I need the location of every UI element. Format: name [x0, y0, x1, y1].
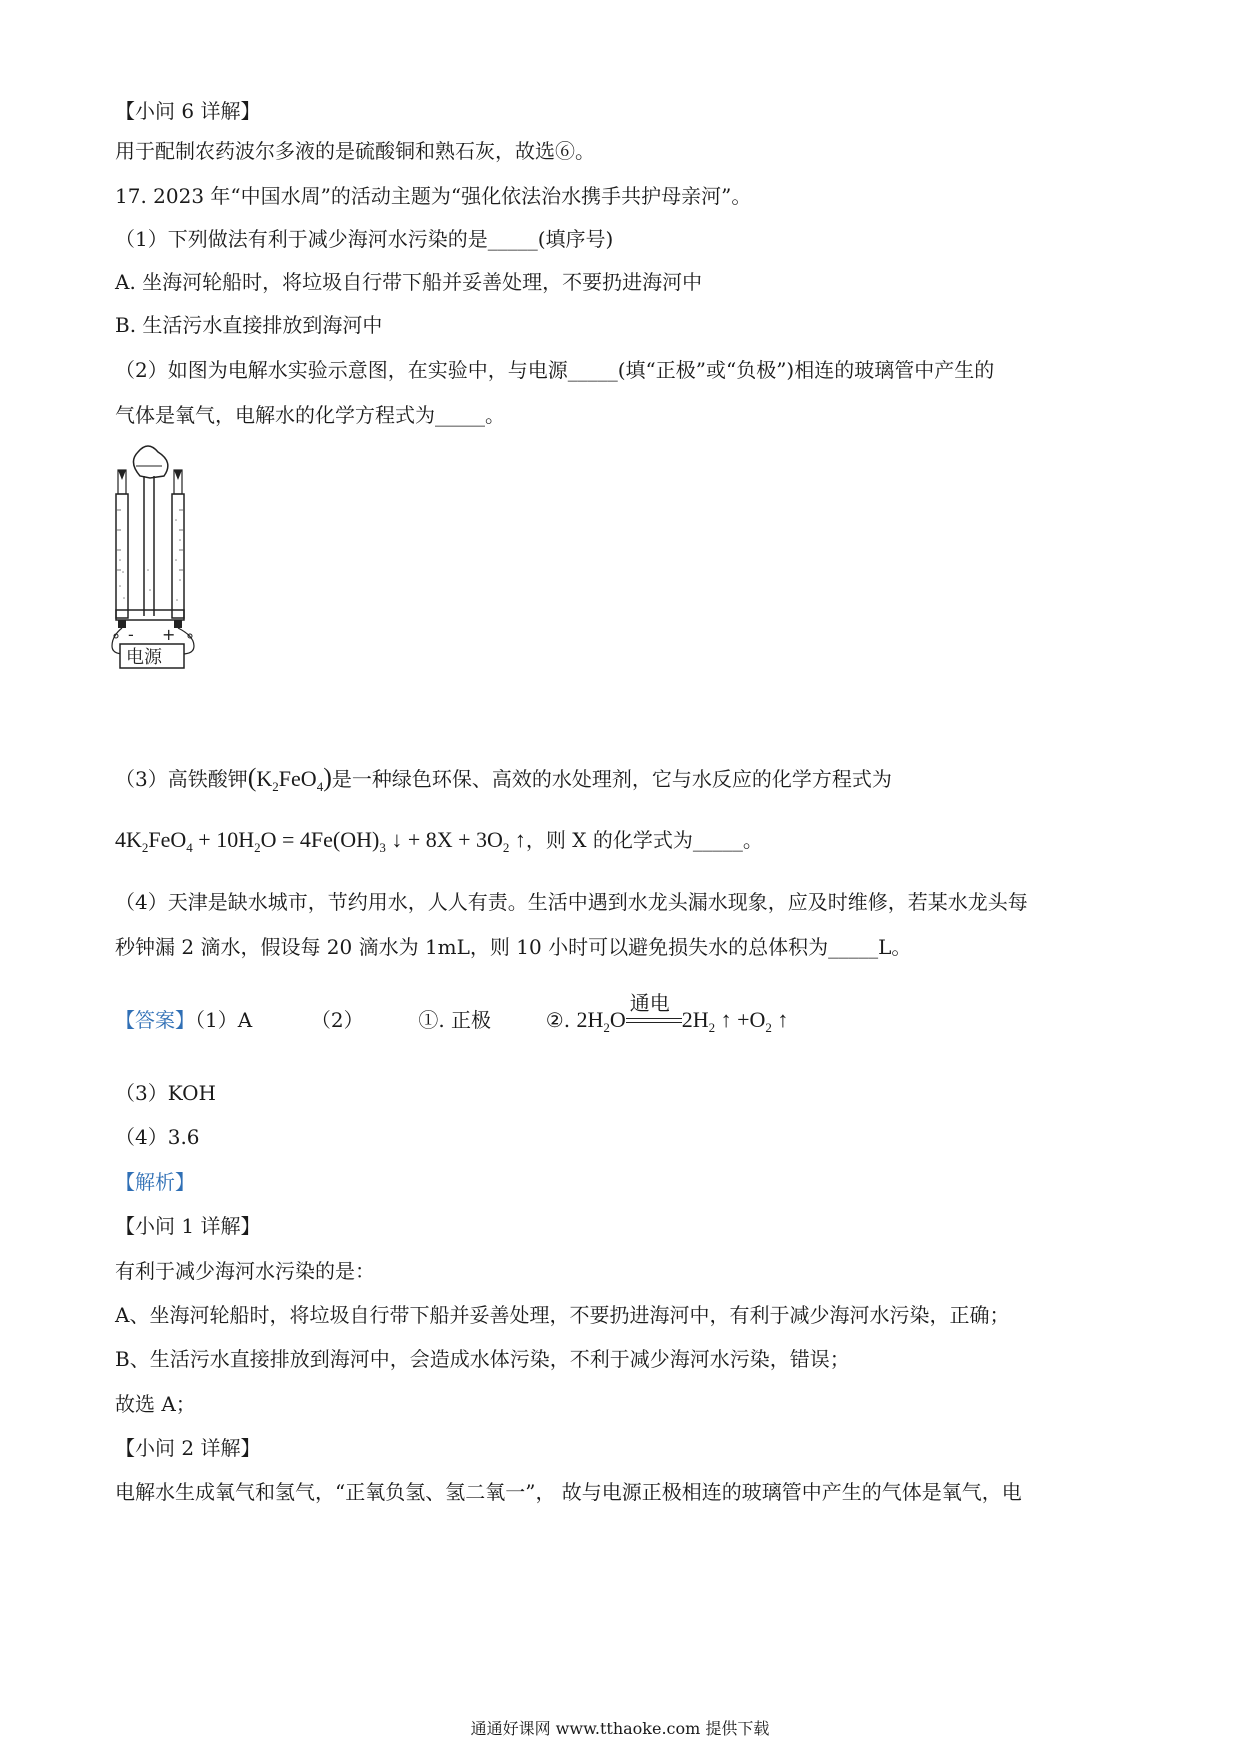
condition-label: 通电 — [629, 992, 670, 1015]
page-footer: 通通好课网 www.tthaoke.com 提供下载 — [470, 1719, 770, 1738]
analysis-text: 电解水生成氧气和氢气，“正氧负氢、氢二氧一”， 故与电源正极相连的玻璃管中产生的气体是氧气，电 — [115, 1480, 1022, 1504]
electrolysis-equation: $2H_2O$ 通电 $2H_2$ ↑ $+O_2$ ↑ — [576, 1007, 788, 1032]
formula-part: FeO — [278, 766, 317, 791]
electrolysis-diagram — [108, 440, 220, 740]
text-span: 是一种绿色环保、高效的水处理剂，它与水反应的化学方程式为 — [331, 767, 892, 791]
answer-label: 【答案】 — [115, 1008, 195, 1032]
question-part-2-line-2: 气体是氧气，电解水的化学方程式为_____。 — [115, 403, 505, 427]
question-part-3-equation — [115, 826, 763, 862]
answer-line-1 — [115, 992, 789, 1042]
text-line: 用于配制农药波尔多液的是硫酸铜和熟石灰，故选⑥。 — [115, 139, 595, 163]
plus-label: + — [162, 625, 176, 644]
text-span: （3）高铁酸钾 — [115, 767, 248, 791]
question-part-1: （1）下列做法有利于减少海河水污染的是_____(填序号) — [115, 227, 614, 251]
question-part-3-line-1 — [115, 764, 892, 801]
formula-sub: 4 — [316, 779, 324, 794]
option-b: B. 生活污水直接排放到海河中 — [115, 313, 383, 337]
analysis-label: 【解析】 — [115, 1170, 195, 1194]
analysis-text: A、坐海河轮船时，将垃圾自行带下船并妥善处理，不要扔进海河中，有利于减少海河水污染，正确； — [115, 1303, 1010, 1327]
option-a: A. 坐海河轮船时，将垃圾自行带下船并妥善处理，不要扔进海河中 — [115, 270, 703, 294]
answer-1: （1）A — [195, 1008, 253, 1032]
question-part-4-line-1: （4）天津是缺水城市，节约用水，人人有责。生活中遇到水龙头漏水现象，应及时维修，若某水龙头每 — [115, 890, 1028, 914]
answer-2: （2） — [310, 1008, 364, 1032]
minus-label: - — [128, 625, 134, 644]
answer-2-part-1: ①. 正极 — [418, 1008, 492, 1032]
section-header-2: 【小问 2 详解】 — [115, 1436, 261, 1460]
formula-k2feo4: $(K_2FeO_4)$ — [247, 763, 332, 794]
analysis-text: 有利于减少海河水污染的是： — [115, 1259, 375, 1283]
question-part-4-line-2: 秒钟漏 2 滴水，假设每 20 滴水为 1mL，则 10 小时可以避免损失水的总体积为_____L。 — [115, 935, 912, 959]
reaction-equation: $4K_2FeO_4 + 10H_2O = 4Fe(OH)_3$ ↓ + $8X + 3O_2$ ↑ — [115, 827, 526, 855]
text-span: ，则 X 的化学式为_____。 — [525, 828, 763, 852]
power-label: 电源 — [126, 647, 162, 668]
answer-2-part-2: ②. — [545, 1008, 571, 1032]
formula-part: K — [256, 766, 273, 791]
question-17-title: 17. 2023 年“中国水周”的活动主题为“强化依法治水携手共护母亲河”。 — [115, 184, 752, 208]
question-part-2-line-1: （2）如图为电解水实验示意图，在实验中，与电源_____(填“正极”或“负极”)相连的玻璃管中产生的 — [115, 358, 995, 382]
answer-4: （4）3.6 — [115, 1125, 200, 1149]
section-header-6: 【小问 6 详解】 — [115, 99, 261, 123]
section-header-1: 【小问 1 详解】 — [115, 1214, 261, 1238]
analysis-text: 故选 A； — [115, 1392, 196, 1416]
formula-sub: 2 — [272, 779, 279, 794]
analysis-text: B、生活污水直接排放到海河中，会造成水体污染，不利于减少海河水污染，错误； — [115, 1347, 850, 1371]
answer-3: （3）KOH — [115, 1081, 216, 1105]
funnel-bulb — [133, 446, 167, 478]
